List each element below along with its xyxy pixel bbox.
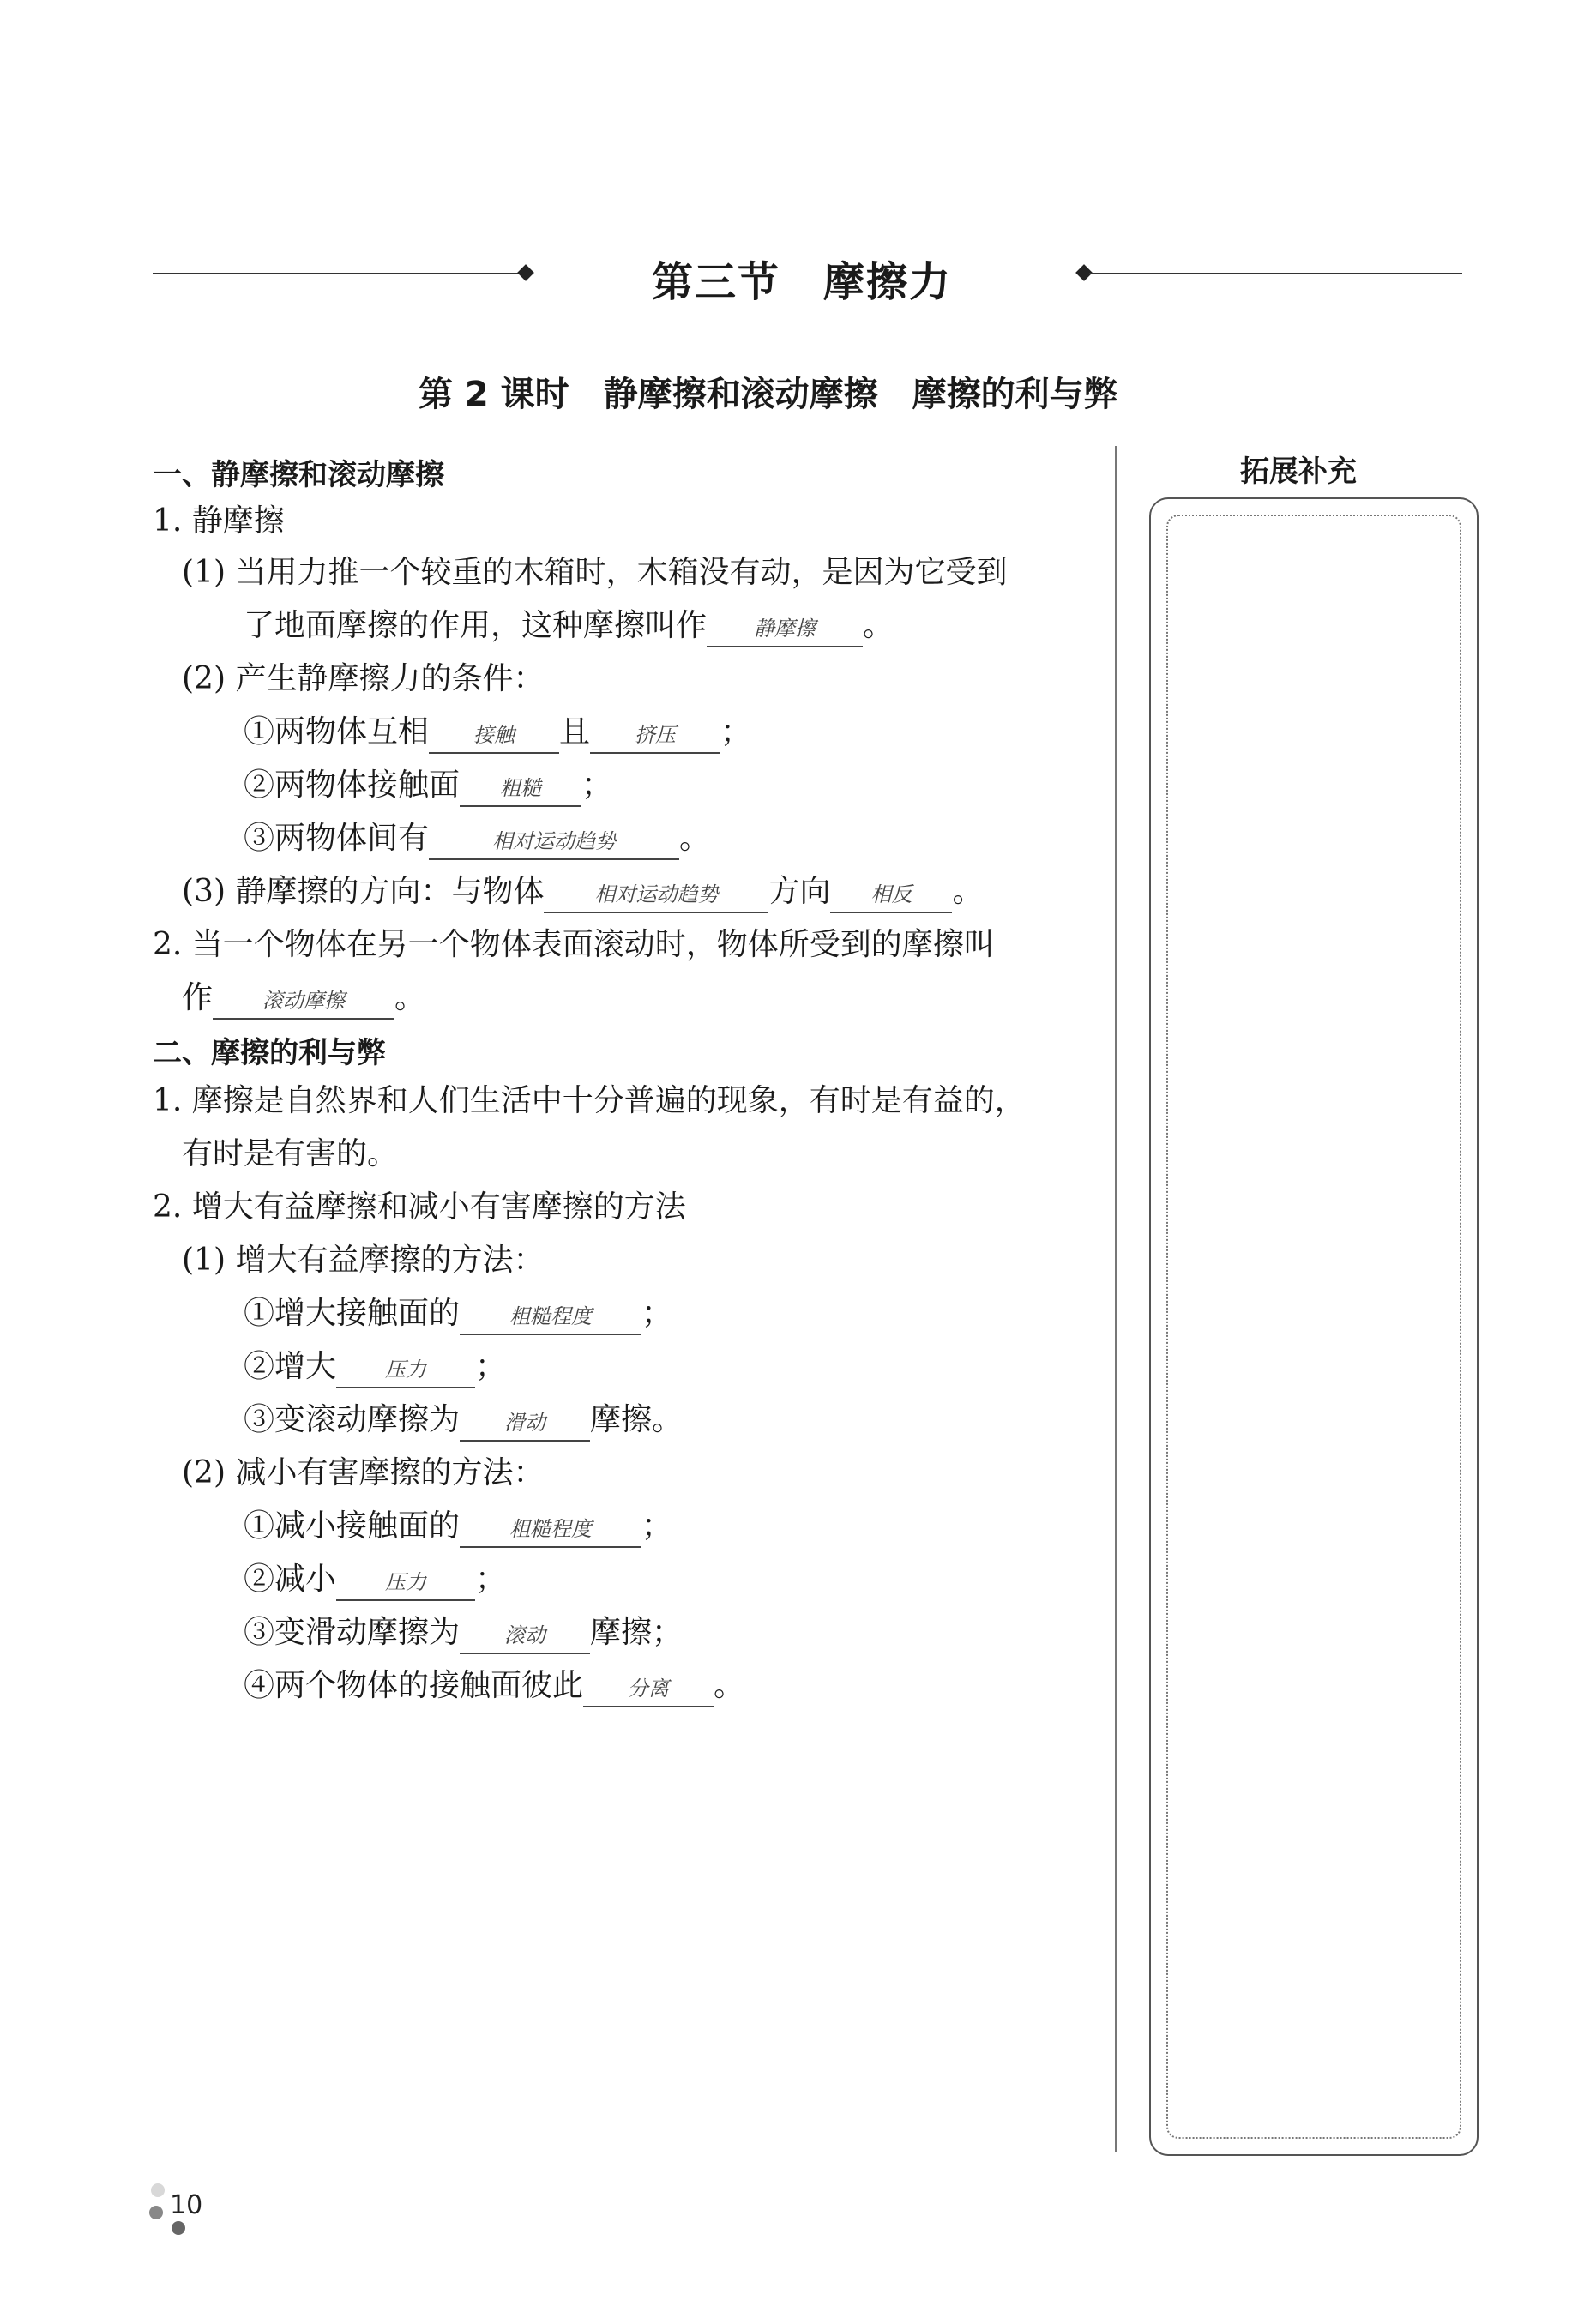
item2-suffix: 。 (394, 980, 426, 1015)
part2-item1-line2: 有时是有害的。 (182, 1136, 399, 1171)
answer-blank: 静摩擦 (707, 611, 863, 647)
q1-prefix: 了地面摩擦的作用，这种摩擦叫作 (244, 608, 708, 643)
dec2-prefix: ②减小 (244, 1562, 337, 1597)
item2-prefix: 作 (182, 980, 214, 1015)
q3-mid: 方向 (768, 874, 831, 909)
answer-blank: 挤压 (590, 718, 720, 754)
sidebar-title: 拓展补充 (1240, 455, 1357, 489)
inc3-suffix: 摩擦。 (590, 1402, 684, 1437)
part1-cond3 (244, 813, 710, 864)
section-title: 第三节 摩擦力 (652, 258, 953, 306)
part2-dec-title: (2) 减小有害摩擦的方法： (182, 1455, 545, 1490)
column-divider (1115, 446, 1117, 2152)
inc1-prefix: ①增大接触面的 (244, 1296, 461, 1331)
part1-cond2 (244, 760, 612, 811)
dec3-suffix: 摩擦； (590, 1615, 684, 1650)
part2-item1-line1: 1. 摩擦是自然界和人们生活中十分普遍的现象，有时是有益的， (153, 1083, 1026, 1118)
part1-item2-line2 (182, 972, 425, 1024)
answer-blank: 相反 (830, 877, 952, 913)
dec4-prefix: ④两个物体的接触面彼此 (244, 1668, 584, 1703)
answer-blank: 压力 (336, 1352, 475, 1388)
inc3-prefix: ③变滚动摩擦为 (244, 1402, 461, 1437)
lesson-title: 第 2 课时 静摩擦和滚动摩擦 摩擦的利与弊 (419, 375, 1118, 414)
inc1-suffix: ； (641, 1296, 673, 1331)
answer-blank: 粗糙程度 (460, 1299, 641, 1335)
part1-item2-line1: 2. 当一个物体在另一个物体表面滚动时，物体所受到的摩擦叫 (153, 927, 995, 962)
answer-blank: 相对运动趋势 (429, 824, 679, 860)
inc2-suffix: ； (475, 1349, 507, 1384)
answer-blank: 粗糙程度 (460, 1512, 641, 1548)
part1-q2-title: (2) 产生静摩擦力的条件： (182, 661, 545, 696)
answer-blank: 分离 (583, 1671, 714, 1707)
part1-q1-line2 (244, 600, 894, 652)
part2-dec3 (244, 1607, 683, 1659)
dec1-prefix: ①减小接触面的 (244, 1508, 461, 1544)
part2-heading: 二、摩擦的利与弊 (153, 1036, 386, 1070)
decor-dot (151, 2183, 165, 2197)
title-rule-left (153, 273, 521, 274)
part2-inc-title: (1) 增大有益摩擦的方法： (182, 1243, 545, 1278)
dec1-suffix: ； (641, 1508, 673, 1544)
q1-suffix: 。 (863, 608, 894, 643)
part2-inc3 (244, 1394, 683, 1446)
cond3-suffix: 。 (679, 821, 711, 856)
decor-dot (172, 2221, 185, 2235)
dec3-prefix: ③变滑动摩擦为 (244, 1615, 461, 1650)
answer-blank: 粗糙 (460, 771, 581, 807)
part2-inc1 (244, 1288, 672, 1340)
part2-inc2 (244, 1341, 506, 1393)
q3-prefix: (3) 静摩擦的方向：与物体 (182, 874, 545, 909)
cond3-prefix: ③两物体间有 (244, 821, 430, 856)
notes-frame-inner (1166, 515, 1461, 2139)
part2-dec2 (244, 1554, 506, 1605)
cond1-mid: 且 (559, 714, 591, 750)
page-number: 10 (170, 2190, 203, 2220)
cond2-suffix: ； (581, 768, 613, 803)
cond1-prefix: ①两物体互相 (244, 714, 430, 750)
answer-blank: 压力 (336, 1565, 475, 1601)
answer-blank: 相对运动趋势 (544, 877, 768, 913)
title-diamond-left (517, 264, 534, 281)
part1-q1-line1: (1) 当用力推一个较重的木箱时，木箱没有动，是因为它受到 (182, 555, 1008, 590)
dec2-suffix: ； (475, 1562, 507, 1597)
answer-blank: 滚动摩擦 (213, 984, 394, 1020)
part2-item2-title: 2. 增大有益摩擦和减小有害摩擦的方法 (153, 1189, 686, 1225)
dec4-suffix: 。 (714, 1668, 745, 1703)
decor-dot (149, 2206, 163, 2219)
part1-cond1 (244, 707, 751, 758)
answer-blank: 滑动 (460, 1406, 590, 1442)
part1-heading: 一、静摩擦和滚动摩擦 (153, 458, 444, 492)
part2-dec1 (244, 1501, 672, 1552)
part1-item1-title: 1. 静摩擦 (153, 503, 285, 539)
part2-dec4 (244, 1660, 744, 1712)
cond1-suffix: ； (720, 714, 752, 750)
part1-q3 (182, 866, 983, 918)
answer-blank: 滚动 (460, 1618, 590, 1654)
cond2-prefix: ②两物体接触面 (244, 768, 461, 803)
title-rule-right (1089, 273, 1462, 274)
q3-suffix: 。 (952, 874, 984, 909)
answer-blank: 接触 (429, 718, 559, 754)
inc2-prefix: ②增大 (244, 1349, 337, 1384)
